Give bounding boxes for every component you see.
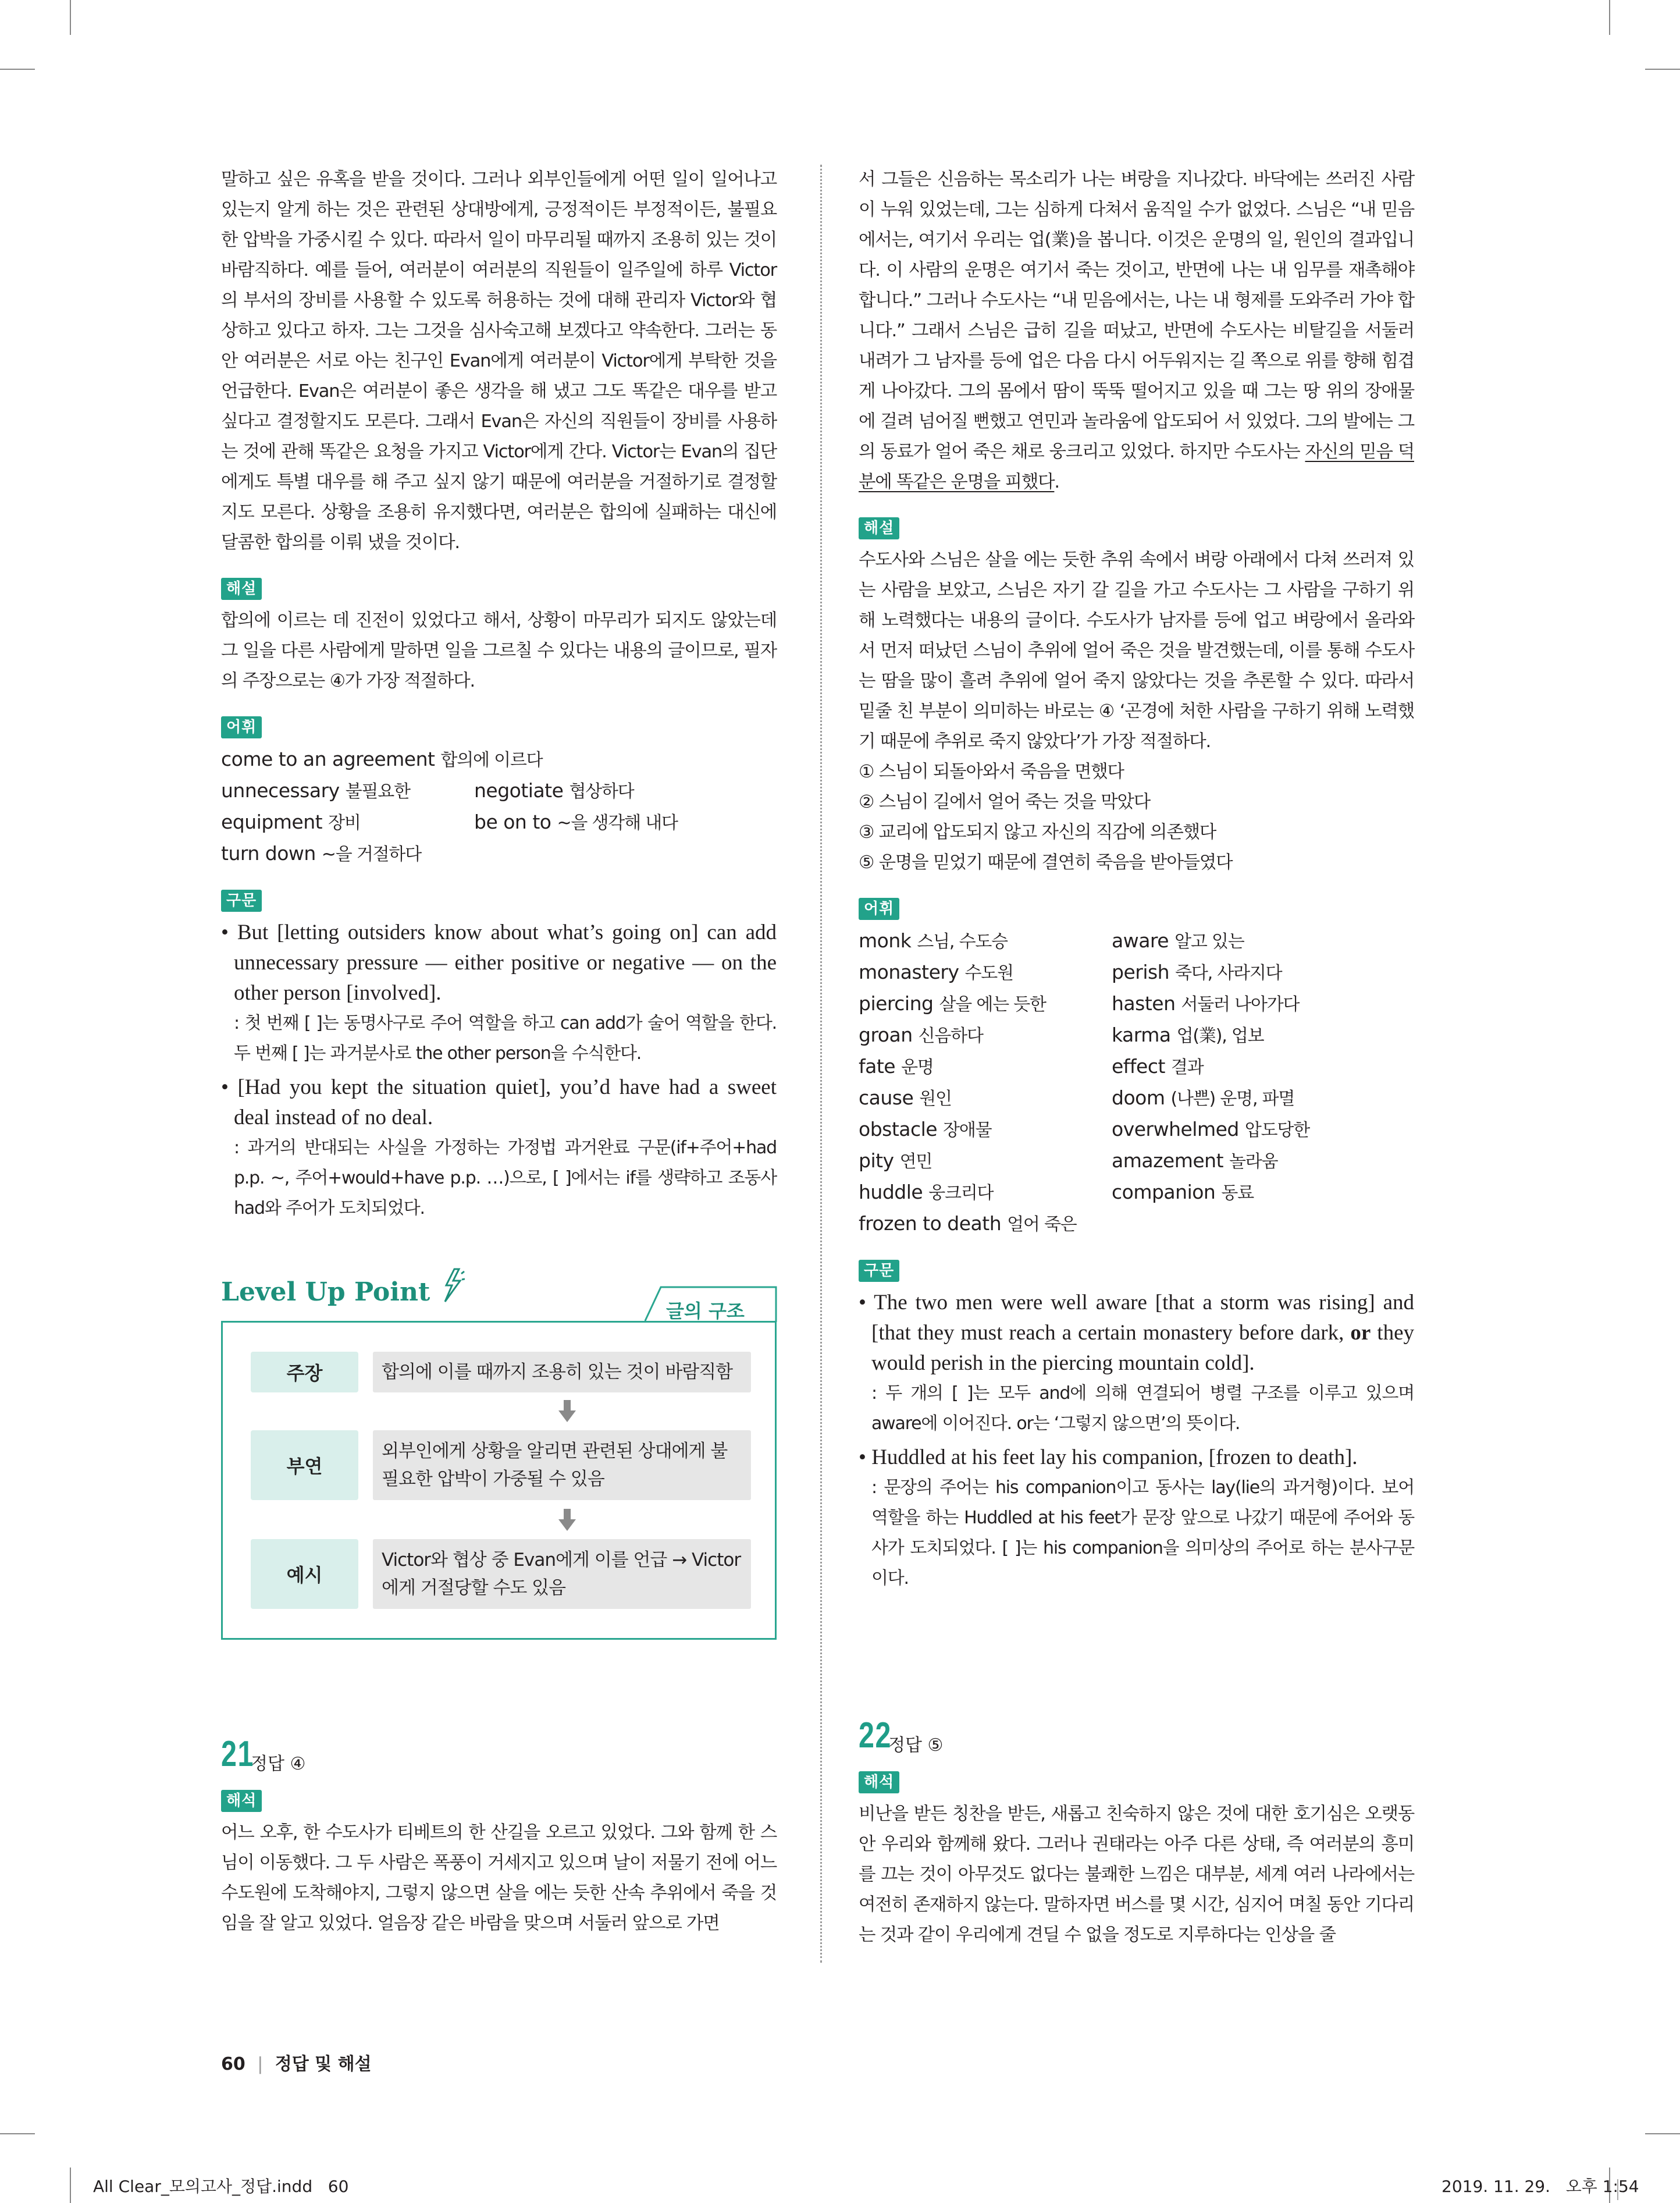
footer-separator: | bbox=[257, 2054, 264, 2074]
page-number: 60 bbox=[221, 2054, 245, 2074]
crop-mark bbox=[0, 2133, 35, 2134]
translation-paragraph: 비난을 받든 칭찬을 받든, 새롭고 친숙하지 않은 것에 대한 호기심은 오랫동안 우리와 함께해 왔다. 그러나 권태라는 아주 다른 상태, 즉 여러분의 흥미를 끄는 것이 아무것도 없다는 불쾌한 느낌은 대부분, 세계 여러 나라에서는 여전히 존재하지 않는다. 말하자면 버스를 몇 시간, 심지어 며칠 동안 기다리는 것과 같이 우리에게 견딜 수 없을 정도로 지루하다는 인상을 줄 bbox=[859, 1804, 1414, 1945]
vocab-item: piercing 살을 에는 듯한 bbox=[859, 992, 1046, 1015]
arrow-down-icon bbox=[557, 1400, 577, 1423]
answer-label: 정답 ④ bbox=[250, 1754, 306, 1774]
vocab-item: obstacle 장애물 bbox=[859, 1118, 992, 1140]
syntax-note: : 두 개의 [ ]는 모두 and에 의해 연결되어 병렬 구조를 이루고 있으며 aware에 이어진다. or는 ‘그렇지 않으면’의 뜻이다. bbox=[871, 1383, 1414, 1434]
vocab-item: be on to ~을 생각해 내다 bbox=[474, 811, 678, 833]
vocab-item: doom (나쁜) 운명, 파멸 bbox=[1112, 1086, 1295, 1109]
question-number: 22 bbox=[859, 1715, 892, 1756]
question-number: 21 bbox=[221, 1734, 254, 1774]
vocab-item: amazement 놀라움 bbox=[1112, 1149, 1278, 1172]
lightning-icon bbox=[439, 1268, 465, 1304]
crop-mark bbox=[70, 2168, 71, 2203]
vocab-item: overwhelmed 압도당한 bbox=[1112, 1118, 1309, 1140]
level-up-box bbox=[221, 1321, 777, 1640]
translation-badge: 해석 bbox=[859, 1771, 899, 1793]
right-column bbox=[859, 165, 1414, 1594]
question-21 bbox=[221, 1722, 777, 1939]
vocab-item: cause 원인 bbox=[859, 1086, 952, 1109]
vocab-list bbox=[221, 744, 777, 870]
option-item: ① 스님이 되돌아와서 죽음을 면했다 bbox=[859, 762, 1124, 782]
syntax-badge: 구문 bbox=[859, 1260, 899, 1282]
left-column bbox=[221, 165, 777, 1224]
option-item: ③ 교리에 압도되지 않고 자신의 직감에 의존했다 bbox=[859, 822, 1216, 843]
syntax-note: : 과거의 반대되는 사실을 가정하는 가정법 과거완료 구문(if+주어+had p.p. ~, 주어+would+have p.p. …)으로, [ ]에서는 if를 생략하고 조동사 had와 주어가 도치되었다. bbox=[234, 1138, 777, 1218]
vocab-item: negotiate 협상하다 bbox=[474, 779, 634, 802]
translation-paragraph: 서 그들은 신음하는 목소리가 나는 벼랑을 지나갔다. 바닥에는 쓰러진 사람이 누워 있었는데, 그는 심하게 다쳐서 움직일 수가 없었다. 스님은 “내 믿음에서는, 여기서 우리는 업(業)을 봅니다. 이것은 운명의 일, 원인의 결과입니다. 이 사람의 운명은 여기서 죽는 것이고, 반면에 나는 내 임무를 재촉해야 합니다.” 그러나 수도사는 “내 믿음에서는, 나는 내 형제를 도와주러 가야 합니다.” 그래서 스님은 급히 길을 떠났고, 반면에 수도사는 비탈길을 서둘러 내려가 그 남자를 등에 업은 다음 다시 어두워지는 길 쪽으로 위를 향해 힘겹게 나아갔다. 그의 몸에서 땀이 뚝뚝 떨어지고 있을 때 그는 땅 위의 장애물에 걸려 넘어질 뻔했고 연민과 놀라움에 압도되어 서 있었다. 그의 발에는 그의 동료가 얼어 죽은 채로 웅크리고 있었다. 하지만 수도사는 자신의 믿음 덕분에 똑같은 운명을 피했다. bbox=[859, 169, 1414, 492]
haeseol-badge: 해설 bbox=[221, 578, 262, 600]
option-item: ② 스님이 길에서 얼어 죽는 것을 막았다 bbox=[859, 792, 1151, 812]
structure-row-example bbox=[251, 1539, 751, 1609]
structure-text: 외부인에게 상황을 알리면 관련된 상대에게 불필요한 압박이 가중될 수 있음 bbox=[373, 1430, 751, 1500]
syntax-sentence: • The two men were well aware [that a storm was rising] and [that they must reach a certain monastery before dark, or they would perish in the piercing mountain cold]. bbox=[859, 1291, 1414, 1375]
level-up-title: Level Up Point bbox=[221, 1277, 465, 1307]
structure-text: Victor와 협상 중 Evan에게 이를 언급 → Victor에게 거절당할 수도 있음 bbox=[373, 1539, 751, 1609]
vocab-item: pity 연민 bbox=[859, 1149, 932, 1172]
level-up-tab-label: 글의 구조 bbox=[666, 1300, 745, 1322]
file-info: All Clear_모의고사_정답.indd 60 bbox=[93, 2177, 349, 2196]
haeseol-badge: 해설 bbox=[859, 517, 899, 539]
print-timestamp: 2019. 11. 29. 오후 1:54 bbox=[1441, 2177, 1639, 2196]
vocab-badge: 어휘 bbox=[859, 898, 899, 920]
crop-mark bbox=[1609, 0, 1610, 35]
column-divider bbox=[820, 165, 822, 1963]
vocab-item: fate 운명 bbox=[859, 1055, 934, 1078]
syntax-sentence: • Huddled at his feet lay his companion, [frozen to death]. bbox=[859, 1445, 1358, 1469]
vocab-item: hasten 서둘러 나아가다 bbox=[1112, 992, 1300, 1015]
translation-badge: 해석 bbox=[221, 1790, 262, 1812]
translation-paragraph: 말하고 싶은 유혹을 받을 것이다. 그러나 외부인들에게 어떤 일이 일어나고 있는지 알게 하는 것은 관련된 상대방에게, 긍정적이든 부정적이든, 불필요한 압박을 가중시킬 수 있다. 따라서 일이 마무리될 때까지 조용히 있는 것이 바람직하다. 예를 들어, 여러분이 여러분의 직원들이 일주일에 하루 Victor의 부서의 장비를 사용할 수 있도록 허용하는 것에 대해 관리자 Victor와 협상하고 있다고 하자. 그는 그것을 심사숙고해 보겠다고 약속한다. 그러는 동안 여러분은 서로 아는 친구인 Evan에게 여러분이 Victor에게 부탁한 것을 언급한다. Evan은 여러분이 좋은 생각을 해 냈고 그도 똑같은 대우를 받고 싶다고 결정할지도 모른다. 그래서 Evan은 자신의 직원들이 장비를 사용하는 것에 관해 똑같은 요청을 가지고 Victor에게 간다. Victor는 Evan의 집단에게도 특별 대우를 해 주고 싶지 않기 때문에 여러분을 거절하기로 결정할지도 모른다. 상황을 조용히 유지했다면, 여러분은 합의에 실패하는 대신에 달콤한 합의를 이뤄 냈을 것이다. bbox=[221, 169, 777, 553]
crop-mark bbox=[1645, 69, 1680, 70]
structure-label: 주장 bbox=[251, 1352, 358, 1392]
crop-mark bbox=[1645, 2133, 1680, 2134]
structure-text: 합의에 이를 때까지 조용히 있는 것이 바람직함 bbox=[373, 1352, 751, 1392]
vocab-badge: 어휘 bbox=[221, 716, 262, 738]
vocab-item: equipment 장비 bbox=[221, 811, 361, 833]
vocab-item: perish 죽다, 사라지다 bbox=[1112, 961, 1282, 983]
vocab-item: monastery 수도원 bbox=[859, 961, 1013, 983]
explanation-paragraph: 수도사와 스님은 살을 에는 듯한 추위 속에서 벼랑 아래에서 다쳐 쓰러져 있는 사람을 보았고, 스님은 자기 갈 길을 가고 수도사는 그 사람을 구하기 위해 노력했다는 내용의 글이다. 수도사가 남자를 등에 업고 벼랑에서 올라와서 먼저 떠났던 스님이 추위에 얼어 죽은 것을 발견했는데, 이를 통해 수도사는 땀을 많이 흘려 추위에 얼어 죽지 않았다는 것을 추론할 수 있다. 따라서 밑줄 친 부분이 의미하는 바로는 ④ ‘곤경에 처한 사람을 구하기 위해 노력했기 때문에 추위로 죽지 않았다’가 가장 적절하다. bbox=[859, 550, 1414, 752]
vocab-item: groan 신음하다 bbox=[859, 1024, 983, 1046]
structure-row-elaboration bbox=[251, 1430, 751, 1500]
syntax-badge: 구문 bbox=[221, 890, 262, 912]
page-footer bbox=[221, 2049, 372, 2075]
vocab-list bbox=[859, 926, 1414, 1240]
vocab-item: unnecessary 불필요한 bbox=[221, 779, 410, 802]
translation-paragraph: 어느 오후, 한 수도사가 티베트의 한 산길을 오르고 있었다. 그와 함께 한 스님이 이동했다. 그 두 사람은 폭풍이 거세지고 있으며 날이 저물기 전에 어느 수도원에 도착해야지, 그렇지 않으면 살을 에는 듯한 산속 추위에서 죽을 것임을 잘 알고 있었다. 얼음장 같은 바람을 맞으며 서둘러 앞으로 가면 bbox=[221, 1822, 777, 1934]
syntax-sentence: • But [letting outsiders know about what’s going on] can add unnecessary pressure — either positive or negative — on the other person [involved]. bbox=[221, 921, 777, 1005]
crop-mark bbox=[0, 69, 35, 70]
syntax-note: : 첫 번째 [ ]는 동명사구로 주어 역할을 하고 can add가 술어 역할을 한다. 두 번째 [ ]는 과거분사로 the other person을 수식한다. bbox=[234, 1013, 777, 1064]
option-item: ⑤ 운명을 믿었기 때문에 결연히 죽음을 받아들였다 bbox=[859, 852, 1233, 873]
structure-row-claim bbox=[251, 1352, 751, 1392]
structure-label: 부연 bbox=[251, 1430, 358, 1500]
explanation-paragraph: 합의에 이르는 데 진전이 있었다고 해서, 상황이 마무리가 되지도 않았는데 그 일을 다른 사람에게 말하면 일을 그르칠 수 있다는 내용의 글이므로, 필자의 주장으로는 ④가 가장 적절하다. bbox=[221, 610, 777, 691]
vocab-item: aware 알고 있는 bbox=[1112, 929, 1244, 952]
vocab-item: karma 업(業), 업보 bbox=[1112, 1024, 1264, 1046]
answer-label: 정답 ⑤ bbox=[888, 1735, 944, 1756]
syntax-note: : 문장의 주어는 his companion이고 동사는 lay(lie의 과거형)이다. 보어 역할을 하는 Huddled at his feet가 문장 앞으로 나갔기 때문에 주어와 동사가 도치되었다. [ ]는 his companion을 의미상의 주어로 하는 분사구문이다. bbox=[871, 1477, 1414, 1589]
vocab-item: come to an agreement 합의에 이르다 bbox=[221, 748, 543, 770]
vocab-item: effect 결과 bbox=[1112, 1055, 1204, 1078]
footer-section: 정답 및 해설 bbox=[275, 2054, 372, 2074]
vocab-item: turn down ~을 거절하다 bbox=[221, 842, 421, 865]
vocab-item: frozen to death 얼어 죽은 bbox=[859, 1212, 1077, 1235]
arrow-down-icon bbox=[557, 1509, 577, 1532]
crop-mark bbox=[70, 0, 71, 35]
vocab-item: monk 스님, 수도승 bbox=[859, 929, 1008, 952]
question-22 bbox=[859, 1704, 1414, 1950]
syntax-sentence: • [Had you kept the situation quiet], you’d have had a sweet deal instead of no deal. bbox=[221, 1075, 777, 1129]
vocab-item: huddle 웅크리다 bbox=[859, 1181, 994, 1203]
vocab-item: companion 동료 bbox=[1112, 1181, 1254, 1203]
structure-label: 예시 bbox=[251, 1539, 358, 1609]
underlined-phrase: 자신의 믿음 덕분에 똑같은 운명을 피했다 bbox=[859, 442, 1414, 492]
